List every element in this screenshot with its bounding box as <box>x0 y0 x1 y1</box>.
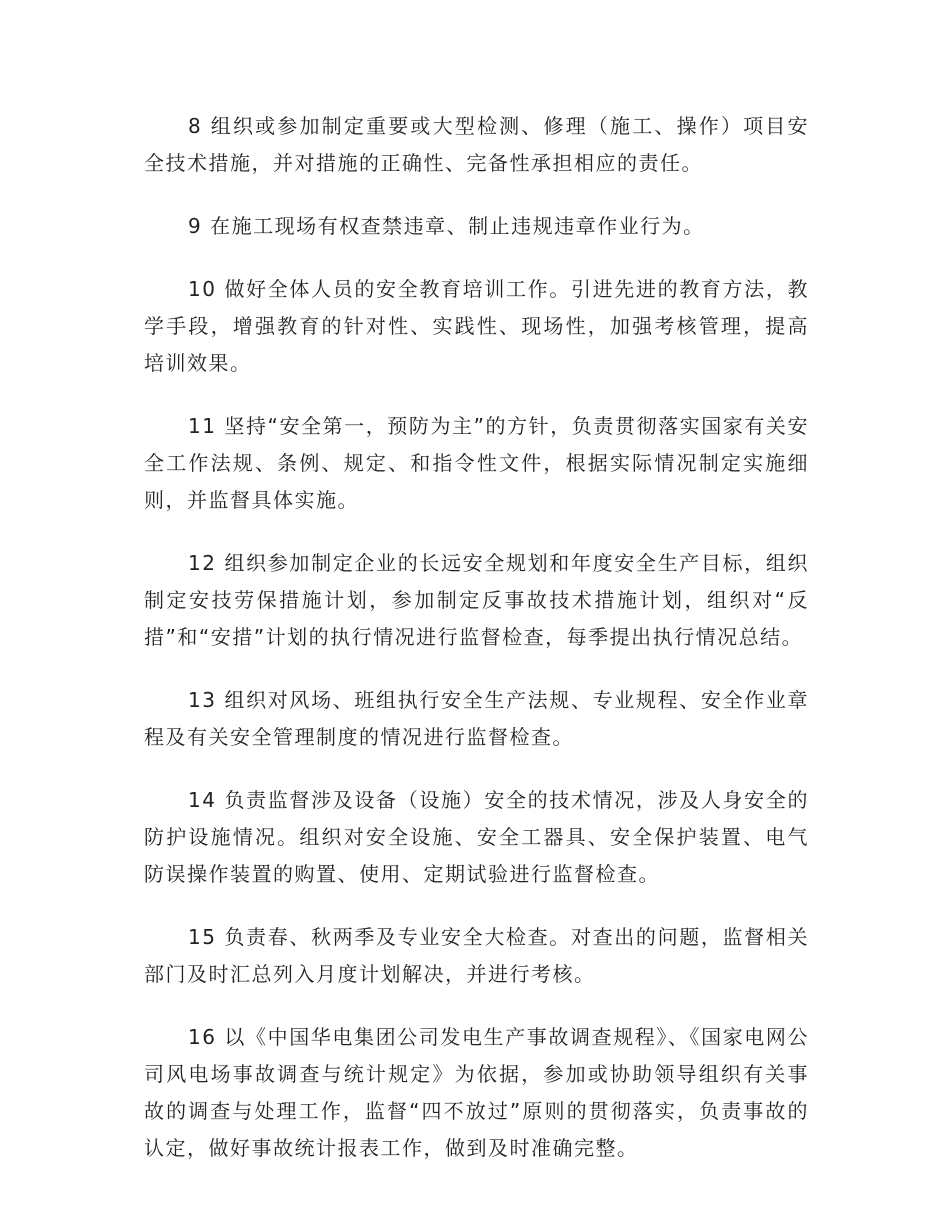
document-body <box>144 108 809 1193</box>
paragraph-item-12: 12 组织参加制定企业的长远安全规划和年度安全生产目标，组织制定安技劳保措施计划，参加制定反事故技术措施计划，组织对“反措”和“安措”计划的执行情况进行监督检查，每季提出执行情况总结。 <box>144 551 809 649</box>
paragraph-item-16: 16 以《中国华电集团公司发电生产事故调查规程》、《国家电网公司风电场事故调查与统计规定》为依据，参加或协助领导组织有关事故的调查与处理工作，监督“四不放过”原则的贯彻落实，负责事故的认定，做好事故统计报表工作，做到及时准确完整。 <box>144 1025 809 1160</box>
paragraph-item-11: 11 坚持“安全第一，预防为主”的方针，负责贯彻落实国家有关安全工作法规、条例、规定、和指令性文件，根据实际情况制定实施细则，并监督具体实施。 <box>144 414 809 512</box>
paragraph-item-15: 15 负责春、秋两季及专业安全大检查。对查出的问题，监督相关部门及时汇总列入月度计划解决，并进行考核。 <box>144 925 809 986</box>
paragraph-item-8: 8 组织或参加制定重要或大型检测、修理（施工、操作）项目安全技术措施，并对措施的正确性、完备性承担相应的责任。 <box>144 114 809 175</box>
paragraph-item-14: 14 负责监督涉及设备（设施）安全的技术情况，涉及人身安全的防护设施情况。组织对安全设施、安全工器具、安全保护装置、电气防误操作装置的购置、使用、定期试验进行监督检查。 <box>144 788 809 886</box>
paragraph-item-9: 9 在施工现场有权查禁违章、制止违规违章作业行为。 <box>188 214 705 238</box>
paragraph-item-10: 10 做好全体人员的安全教育培训工作。引进先进的教育方法，教学手段，增强教育的针对性、实践性、现场性，加强考核管理，提高培训效果。 <box>144 277 809 375</box>
paragraph-item-13: 13 组织对风场、班组执行安全生产法规、专业规程、安全作业章程及有关安全管理制度的情况进行监督检查。 <box>144 688 809 749</box>
